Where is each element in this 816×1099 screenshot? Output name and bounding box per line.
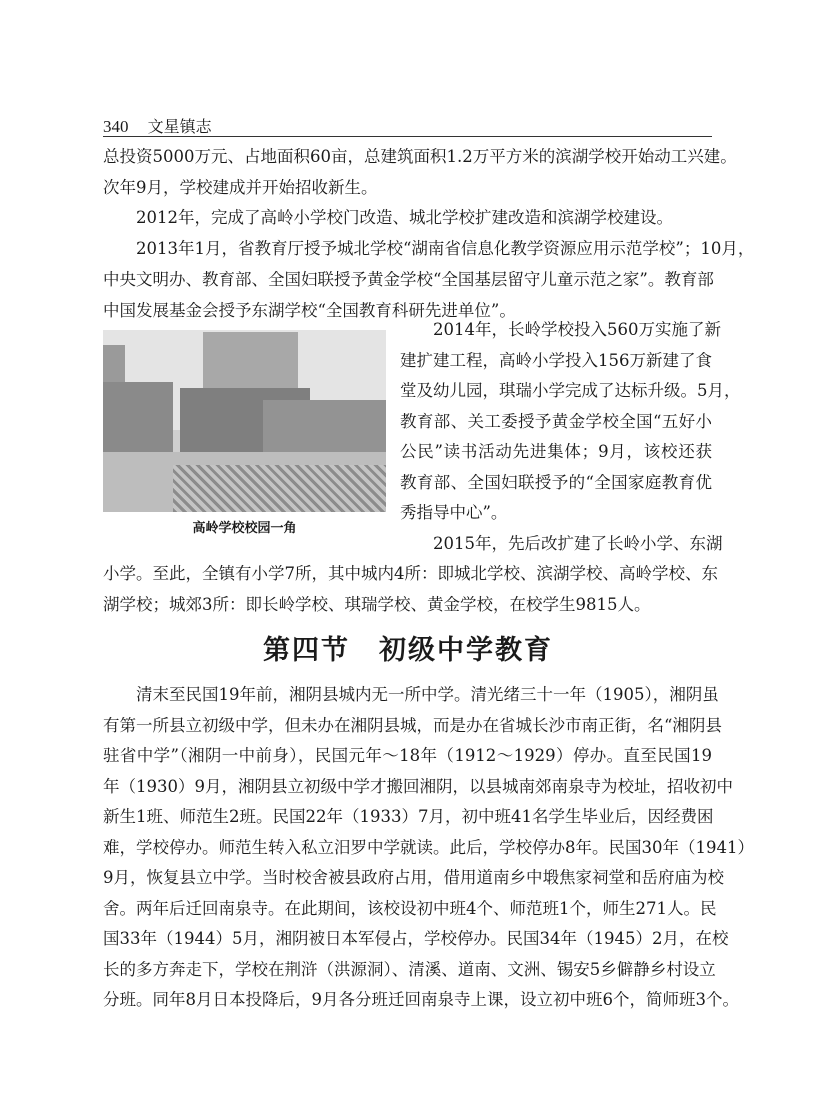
page-number: 340 xyxy=(103,117,129,136)
text-line: 公民”读书活动先进集体；9月，该校还获 xyxy=(400,442,712,461)
campus-photo xyxy=(103,330,386,512)
photo-caption: 高岭学校校园一角 xyxy=(192,521,297,536)
text-line: 新生1班、师范生2班。民国22年（1933）7月，初中班41名学生毕业后，因经费困 xyxy=(103,807,714,826)
section-title: 第四节 初级中学教育 xyxy=(263,635,553,666)
text-line: 教育部、关工委授予黄金学校全国“五好小 xyxy=(400,411,712,431)
text-line: 9月，恢复县立中学。当时校舍被县政府占用，借用道南乡中塅焦家祠堂和岳府庙为校 xyxy=(103,868,724,887)
running-header xyxy=(103,114,712,137)
text-line: 次年9月，学校建成并开始招收新生。 xyxy=(103,177,378,197)
text-line: 2012年，完成了高岭小学校门改造、城北学校扩建改造和滨湖学校建设。 xyxy=(103,208,673,228)
text-line: 2015年，先后改扩建了长岭小学、东湖 xyxy=(400,533,723,553)
text-line: 总投资5000万元、占地面积60亩，总建筑面积1.2万平方米的滨湖学校开始动工兴建。 xyxy=(103,147,737,166)
text-line: 2013年1月，省教育厅授予城北学校“湖南省信息化教学资源应用示范学校”；10月， xyxy=(103,239,755,259)
text-line: 清末至民国19年前，湘阴县城内无一所中学。清光绪三十一年（1905），湘阴虽 xyxy=(103,685,719,704)
text-line: 长的多方奔走下，学校在荆浒（洪源洞）、清溪、道南、文洲、锡安5乡僻静乡村设立 xyxy=(103,959,716,979)
text-line: 舍。两年后迁回南泉寺。在此期间，该校设初中班4个、师范班1个，师生271人。民 xyxy=(103,898,717,918)
text-line: 堂及幼儿园，琪瑞小学完成了达标升级。5月， xyxy=(400,381,741,400)
text-line: 秀指导中心”。 xyxy=(400,503,508,522)
text-line: 国33年（1944）5月，湘阴被日本军侵占，学校停办。民国34年（1945）2月，在校 xyxy=(103,929,729,948)
text-line: 中央文明办、教育部、全国妇联授予黄金学校“全国基层留守儿童示范之家”。教育部 xyxy=(103,269,714,289)
text-line: 难，学校停办。师范生转入私立汨罗中学就读。此后，学校停办8年。民国30年（1941） xyxy=(103,837,754,857)
text-line: 中国发展基金会授予东湖学校“全国教育科研先进单位”。 xyxy=(103,300,516,320)
text-line: 年（1930）9月，湘阴县立初级中学才搬回湘阴，以县城南郊南泉寺为校址，招收初中 xyxy=(103,776,733,796)
text-line: 有第一所县立初级中学，但未办在湘阴县城，而是办在省城长沙市南正街，名“湘阴县 xyxy=(103,715,722,735)
text-line: 小学。至此，全镇有小学7所，其中城内4所：即城北学校、滨湖学校、高岭学校、东 xyxy=(103,564,718,583)
text-line: 教育部、全国妇联授予的“全国家庭教育优 xyxy=(400,472,712,492)
text-line: 2014年，长岭学校投入560万实施了新 xyxy=(400,320,721,339)
text-line: 分班。同年8月日本投降后，9月各分班迁回南泉寺上课，设立初中班6个，简师班3个。 xyxy=(103,990,739,1009)
text-line: 湖学校；城郊3所：即长岭学校、琪瑞学校、黄金学校，在校学生9815人。 xyxy=(103,594,651,614)
text-line: 建扩建工程，高岭小学投入156万新建了食 xyxy=(400,350,712,370)
text-line: 驻省中学”（湘阴一中前身），民国元年～18年（1912～1929）停办。直至民国19 xyxy=(103,746,712,765)
book-title: 文星镇志 xyxy=(147,117,212,136)
